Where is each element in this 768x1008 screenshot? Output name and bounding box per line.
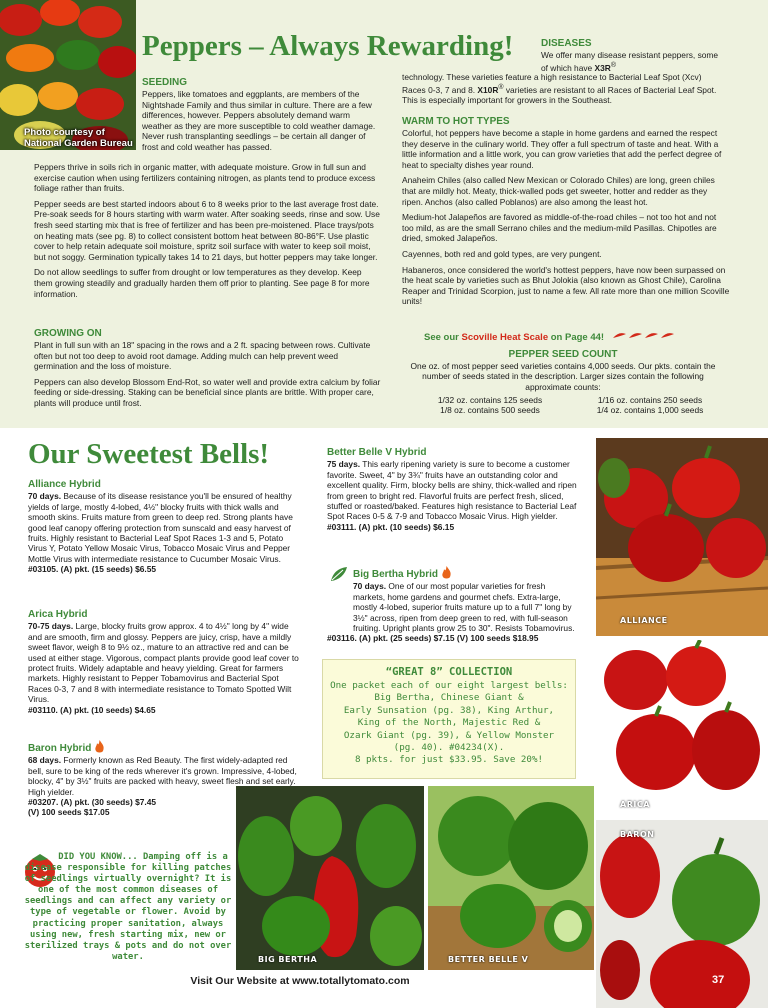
big-bertha-order: #03116. (A) pkt. (25 seeds) $7.15 (V) 100 seeds $18.95: [327, 633, 539, 644]
great-8-line: King of the North, Majestic Red &: [357, 717, 541, 729]
great-8-line: One packet each of our eight largest bells:: [330, 680, 568, 691]
photo-credit: Photo courtesy of National Garden Bureau: [24, 127, 133, 149]
scoville-highlight: Scoville Heat Scale: [461, 332, 549, 343]
arica-order: #03110. (A) pkt. (10 seeds) $4.65: [28, 704, 156, 715]
seed-count-row: 1/32 oz. contains 125 seeds: [437, 395, 543, 405]
big-bertha-entry: [327, 566, 577, 644]
baron-photo-label: BARON: [620, 830, 655, 839]
did-you-know-text: Damping off is a disease responsible for killing patches of seedlings virtually overnight? It is one of the most common diseases of seedlings and can affect any variety or type of vegetable or flower. Avoid by practicing proper sanitation, always using new, fresh starting mix, new or sterilized trays & pots and do not over water.: [24, 852, 232, 962]
great-8-line: (pg. 40). #04234(X).: [393, 742, 505, 754]
better-belle-photo-label: BETTER BELLE V: [448, 955, 529, 964]
alliance-description: Because of its disease resistance you'll be ensured of healthy yields of large, mostly 4-lobed, 4½" blocky fruits with thick walls and smooth skins. Fruits mature from green to deep red. Strong plants have good leaf canopy offering protection from sunscald and easy harvest of fruits. Highly resistant to Bacterial Leaf Spot Races 1-3 and 5, Potato Virus Y, Potato Yellow Mosaic Virus, Tobacco Mosaic Virus and Pepper Mottle Virus with intermediate resistance to Cucumber Mosaic Virus.: [28, 491, 293, 564]
baron-name: Baron Hybrid: [28, 743, 92, 754]
arica-name: Arica Hybrid: [28, 609, 88, 620]
warm-paragraph-3: Medium-hot Jalapeños are favored as middle-of-the-road chiles – not too hot and not too mild, as are the small Serrano chiles and the medium-mild Pasillas. Chipotles are dried, smoked Jalapeños.: [402, 212, 717, 244]
great-8-line: 8 pkts. for just $33.95. Save 20%!: [354, 754, 544, 766]
warm-paragraph-1: Colorful, hot peppers have become a staple in home gardens and earned the respect they deserve in the culinary world. They offer a full spectrum of taste and heat. With a little information and a little work, you can grow varieties that add the perfect degree of heat to specialty dishes year round.: [402, 128, 722, 170]
diseases-text-part-c: varieties are resistant to all Races of Bacterial Leaf Spot. This is especially important for growers in the Southeast.: [402, 84, 717, 105]
great-8-line: Early Sunsation (pg. 38), King Arthur,: [343, 704, 555, 716]
seed-count-row: 1/8 oz. contains 500 seeds: [440, 405, 540, 416]
better-belle-entry: [327, 448, 577, 532]
seed-count-heading: PEPPER SEED COUNT: [508, 349, 618, 360]
page-number: 37: [712, 974, 725, 986]
better-belle-name: Better Belle V Hybrid: [327, 447, 427, 458]
warm-paragraph-2: Anaheim Chiles (also called New Mexican or Colorado Chiles) are long, green chiles that are mildly hot. Meaty, thick-walled pods get sweeter, hotter and redder as they ripen. Anchos (also called Poblanos) are also among the least hot.: [402, 175, 715, 207]
x3r-registered-mark: ®: [610, 61, 616, 69]
better-belle-peppers-photo: [428, 786, 594, 970]
great-8-collection-box: [322, 659, 576, 779]
seed-count-row: 1/4 oz. contains 1,000 seeds: [596, 405, 704, 416]
growing-paragraph-1: Plant in full sun with an 18" spacing in the rows and a 2 ft. spacing between rows. Cultivate often but not too deep to avoid root damage. Adding mulch can help prevent weed germination and the loss of moisture.: [34, 340, 371, 372]
alliance-peppers-photo: [596, 438, 768, 636]
seeding-paragraph-2: Peppers thrive in soils rich in organic matter, with adequate moisture. Grow in full sun and exercise caution when using fertilizers containing nitrogen, as plants tend to produce excess foliage rather than fruits.: [34, 162, 376, 194]
diseases-text-part-a: We offer many disease resistant peppers, some of which have: [541, 50, 719, 73]
growing-body: [34, 340, 382, 414]
baron-order-bulk: (V) 100 seeds $17.05: [28, 807, 110, 818]
great-8-body: [323, 680, 575, 767]
growing-heading: GROWING ON: [34, 328, 102, 339]
great-8-line: Ozark Giant (pg. 39), & Yellow Monster: [343, 729, 555, 741]
warm-paragraph-5: Habaneros, once considered the world's hottest peppers, have now been surpassed on the heat scale by varieties such as Bhut Jolokia (also known as Ghost Chile), Carolina Reaper and Trinidad Scorpion, just to name a few. All rate more than one million Scoville units!: [402, 264, 730, 307]
alliance-days: 70 days.: [28, 491, 62, 502]
better-belle-days: 75 days.: [327, 459, 361, 470]
baron-days: 68 days.: [28, 755, 62, 766]
arica-description: Large, blocky fruits grow approx. 4 to 4½" long by 4" wide and are smooth, firm and glossy. Peppers are juicy, crisp, have a mildly sweet flavor, weigh 8 to 9½ oz., mature to an attractive red and can be used at either stage. Vigorous, compact plants provide good leaf cover to protect fruits. Widely adaptable and heavy yielding. Great for farmers markets. Highly resistant to Pepper Tobamovirus and Bacterial Spot Races 0-3, 7 and 8 with intermediate resistance to Tomato Spotted Wilt Virus.: [28, 621, 299, 705]
alliance-order: #03105. (A) pkt. (15 seeds) $6.55: [28, 564, 157, 575]
x10r-label: X10R: [477, 84, 499, 95]
seeding-paragraph-3: Pepper seeds are best started indoors about 6 to 8 weeks prior to the last average frost date. Pre-soak seeds for 8 hours starting with warm water. After soaking seeds, rinse and sow. Use fresh seed starting mix that is free of fertilizer and has been pre-moistened. Place trays/pots on heating mats (see pg. 8) to collect consistent bottom heat between 80-86°F. Use plastic cover to help retain adequate soil moisture, spritz soil surface with water to keep soil moist, but not soggy. Germination typically takes 14 to 21 days, but hotter peppers may take longer.: [34, 198, 380, 262]
big-bertha-description: One of our most popular varieties for fresh markets, home gardens and gourmet chefs. Extra-large, mostly 4-lobed, superior fruits mature up to a full 7" long by 3½" across, ripen from deep green to red, with full-season fruiting. Upright plants grow 25 to 30". Resists Tobamovirus.: [353, 581, 575, 634]
did-you-know-lead: DID YOU KNOW...: [58, 852, 138, 862]
arica-days: 70-75 days.: [28, 621, 74, 632]
did-you-know-box: [22, 852, 234, 963]
scoville-callout: [424, 330, 677, 343]
warm-heading: WARM TO HOT TYPES: [402, 116, 510, 127]
seeding-heading: SEEDING: [142, 77, 188, 88]
growing-paragraph-2: Peppers can also develop Blossom End-Rot, so water well and provide extra calcium by foliar feeding or side-dressing. Staking can be beneficial since plants are brittle. With proper care, plants will produce until frost.: [34, 376, 381, 408]
x3r-label: X3R: [594, 62, 611, 73]
seed-count-table: [420, 395, 720, 416]
diseases-text-part-b: technology. These varieties feature a high resistance to Bacterial Leaf Spot (Xcv) Races 0-3, 7 and 8.: [402, 72, 702, 95]
big-bertha-photo-label: BIG BERTHA: [258, 955, 318, 964]
big-bertha-name: Big Bertha Hybrid: [353, 569, 439, 580]
page-title: Peppers – Always Rewarding!: [142, 30, 514, 62]
seeding-paragraph-4: Do not allow seedlings to suffer from drought or low temperatures as they develop. Keep them growing steadily and gradually harden them off prior to planting. See page 8 for more information.: [34, 267, 370, 299]
warm-paragraph-4: Cayennes, both red and gold types, are very pungent.: [402, 248, 602, 259]
alliance-name: Alliance Hybrid: [28, 479, 101, 490]
baron-description: Formerly known as Red Beauty. The first widely-adapted red bell, sure to be king of the reds wherever it's grown. Impressive, 4-lobed, blocky, 4" by 3½" fruits are packed with heavy, sweet flesh and set early. High yielder.: [28, 755, 297, 797]
better-belle-description: This early ripening variety is sure to become a customer favorite. Sweet, 4" by 3¾" fruits have an outstanding color and excellent quality. Firm, blocky bells are shiny, thick-walled and ripen from green to bright red. Flavorful fruits are perfect fresh, sliced, stuffed or roasted/baked. Features high resistance to Bacterial Leaf Spot Races 0-5 & 7-9 and Tobacco Mosaic Virus. High yielder.: [327, 459, 577, 522]
bells-title: Our Sweetest Bells!: [28, 438, 270, 470]
scoville-suffix: on Page 44!: [548, 332, 605, 343]
baron-entry: [28, 740, 297, 818]
seed-count-body: One oz. of most pepper seed varieties contains 4,000 seeds. Our pkts. contain the number of seeds stated in the description. Larger sizes contain the following approximate counts:: [410, 361, 716, 392]
diseases-heading: DISEASES: [541, 38, 592, 49]
diseases-text-a: [541, 50, 727, 73]
seeding-paragraph-1: Peppers, like tomatoes and eggplants, are members of the Nightshade Family and thus similar in culture. There are a few differences, however. Peppers absolutely demand warm weather as they are more susceptible to cold weather damage. Never rush transplanting seedlings – be certain all danger of frost and cold weather has passed.: [142, 89, 376, 152]
great-8-title: “GREAT 8” COLLECTION: [385, 666, 513, 678]
baron-order-packet: #03207. (A) pkt. (30 seeds) $7.45: [28, 797, 157, 808]
seed-count-row: 1/16 oz. contains 250 seeds: [597, 395, 703, 405]
alliance-entry: [28, 480, 304, 575]
big-bertha-peppers-photo: [236, 786, 424, 970]
hot-flame-icon: [441, 566, 452, 580]
baron-name-row: [28, 740, 240, 754]
warm-body: [402, 128, 730, 312]
website-footer: Visit Our Website at www.totallytomato.com: [190, 975, 410, 987]
big-bertha-name-row: [327, 566, 577, 580]
great-8-line: Big Bertha, Chinese Giant &: [374, 692, 524, 704]
baron-peppers-photo: [596, 820, 768, 1008]
hot-flame-icon: [94, 740, 105, 754]
seeding-body: [34, 162, 382, 304]
seeding-intro: [142, 89, 382, 158]
diseases-text-b: [402, 72, 727, 106]
big-bertha-days: 70 days.: [353, 581, 387, 592]
better-belle-order: #03111. (A) pkt. (10 seeds) $6.15: [327, 521, 455, 532]
arica-entry: [28, 610, 304, 715]
scoville-prefix: See our: [424, 332, 462, 343]
arica-photo-label: ARICA: [620, 800, 650, 809]
award-leaf-icon: [329, 566, 349, 582]
chili-peppers-icon: [611, 330, 677, 342]
alliance-photo-label: ALLIANCE: [620, 616, 668, 625]
arica-peppers-photo: [596, 640, 768, 816]
x10r-registered-mark: ®: [498, 83, 504, 91]
